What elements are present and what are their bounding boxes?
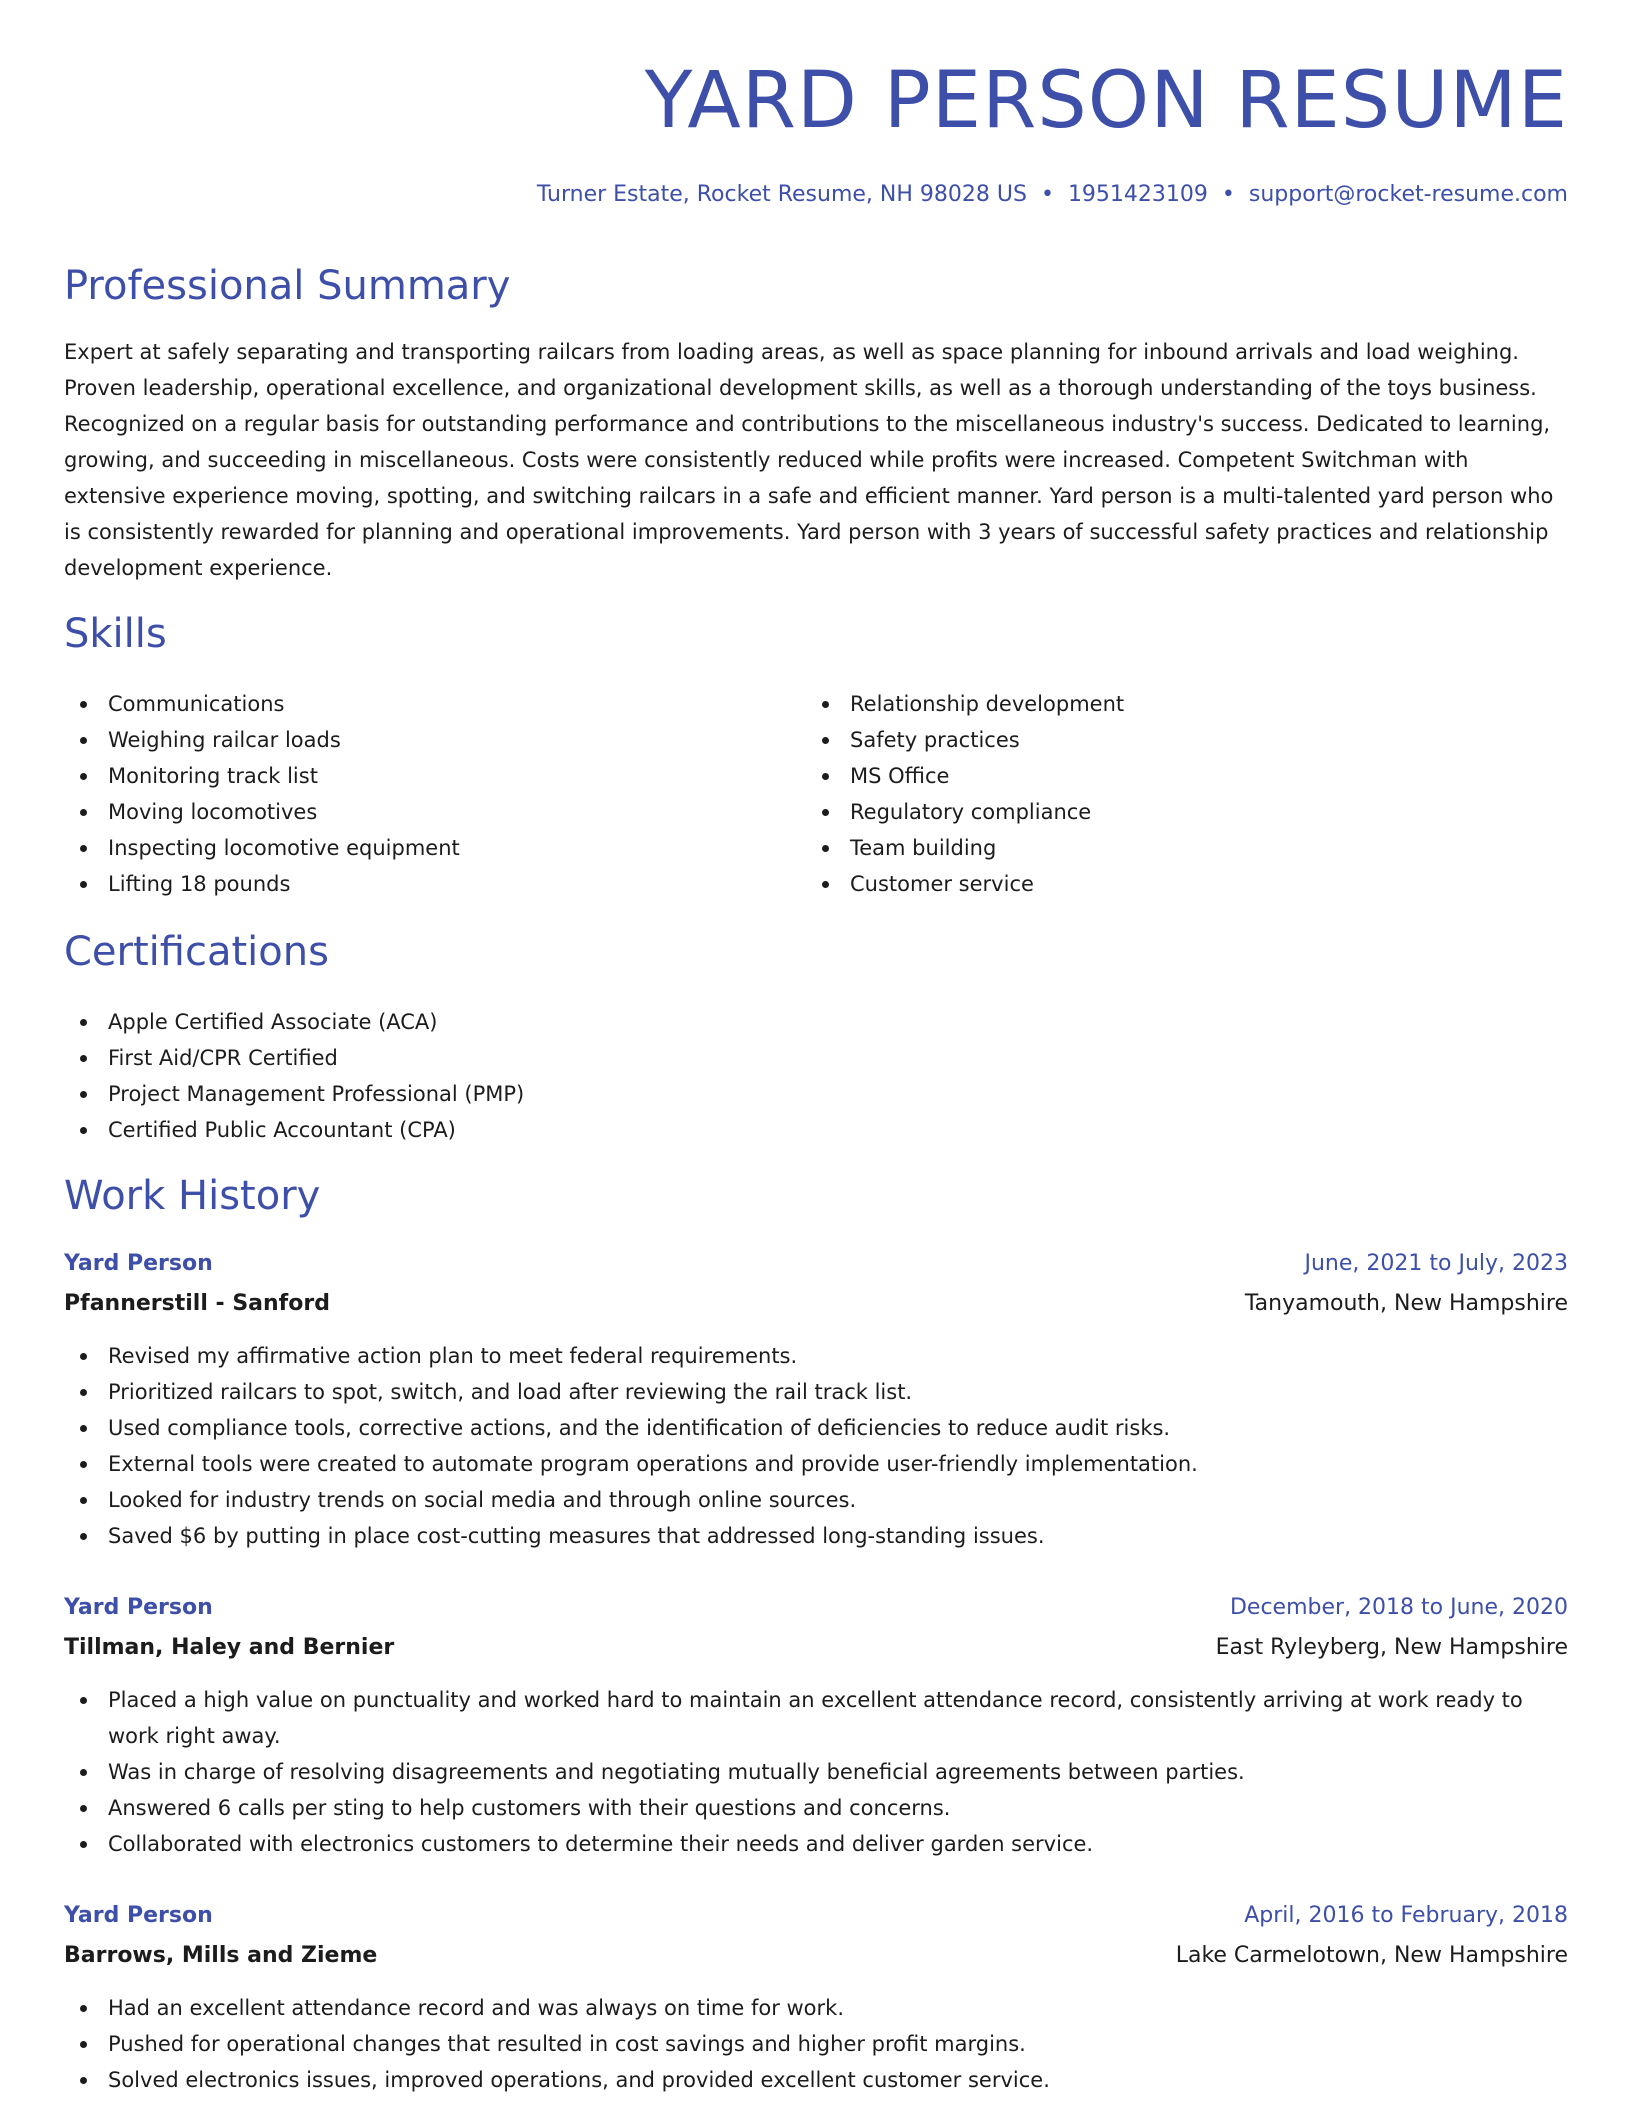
job-company: Pfannerstill - Sanford bbox=[64, 1291, 330, 1316]
job-bullet: Saved $6 by putting in place cost-cutting measures that addressed long-standing issues. bbox=[64, 1518, 1568, 1554]
certification-item: Certified Public Accountant (CPA) bbox=[64, 1112, 1568, 1148]
job-bullet: Placed a high value on punctuality and worked hard to maintain an excellent attendance record, consistently arriving at work ready to work right away. bbox=[64, 1682, 1568, 1754]
contact-line bbox=[537, 180, 1568, 210]
skill-item: Relationship development bbox=[806, 686, 1506, 722]
job-header-row bbox=[64, 1898, 1568, 1938]
job-entry bbox=[64, 1246, 1568, 1554]
summary-heading: Professional Summary bbox=[64, 263, 511, 309]
skills-list-left bbox=[64, 686, 764, 902]
contact-email: support@rocket-resume.com bbox=[1248, 182, 1568, 207]
job-company: Tillman, Haley and Bernier bbox=[64, 1635, 395, 1660]
work-history-heading: Work History bbox=[64, 1173, 321, 1219]
job-header-row bbox=[64, 1246, 1568, 1286]
job-bullet: Answered 6 calls per sting to help customers with their questions and concerns. bbox=[64, 1790, 1568, 1826]
job-bullet: Collaborated with electronics customers to determine their needs and deliver garden service. bbox=[64, 1826, 1568, 1862]
skill-item: Lifting 18 pounds bbox=[64, 866, 764, 902]
job-bullet: External tools were created to automate program operations and provide user-friendly implementation. bbox=[64, 1446, 1568, 1482]
job-entry bbox=[64, 1590, 1568, 1862]
job-bullets bbox=[64, 1990, 1568, 2098]
skill-item: Regulatory compliance bbox=[806, 794, 1506, 830]
job-bullet: Had an excellent attendance record and was always on time for work. bbox=[64, 1990, 1568, 2026]
certification-item: Apple Certified Associate (ACA) bbox=[64, 1004, 1568, 1040]
summary-text: Expert at safely separating and transporting railcars from loading areas, as well as space planning for inbound arrivals and load weighing. Proven leadership, operational excellence, and organizational development skills, as well as a thorough understanding of the toys business. Recognized on a regular basis for outstanding performance and contributions to the miscellaneous industry's success. Dedicated to learning, growing, and succeeding in miscellaneous. Costs were consistently reduced while profits were increased. Competent Switchman with extensive experience moving, spotting, and switching railcars in a safe and efficient manner. Yard person is a multi-talented yard person who is consistently rewarded for planning and operational improvements. Yard person with 3 years of successful safety practices and relationship development experience. bbox=[64, 340, 1554, 580]
job-title: Yard Person bbox=[64, 1903, 213, 1928]
certification-item: Project Management Professional (PMP) bbox=[64, 1076, 1568, 1112]
contact-separator: • bbox=[1221, 182, 1235, 207]
job-bullet: Solved electronics issues, improved operations, and provided excellent customer service. bbox=[64, 2062, 1568, 2098]
certification-item: First Aid/CPR Certified bbox=[64, 1040, 1568, 1076]
job-dates: April, 2016 to February, 2018 bbox=[1244, 1903, 1568, 1928]
job-dates: December, 2018 to June, 2020 bbox=[1229, 1595, 1568, 1620]
job-dates: June, 2021 to July, 2023 bbox=[1304, 1251, 1568, 1276]
job-company-row bbox=[64, 1630, 1568, 1670]
contact-address: Turner Estate, Rocket Resume, NH 98028 US bbox=[536, 182, 1027, 207]
job-title: Yard Person bbox=[64, 1251, 213, 1276]
job-bullets bbox=[64, 1682, 1568, 1862]
skill-item: Team building bbox=[806, 830, 1506, 866]
skill-item: Monitoring track list bbox=[64, 758, 764, 794]
job-title: Yard Person bbox=[64, 1595, 213, 1620]
skill-item: Safety practices bbox=[806, 722, 1506, 758]
job-bullet: Used compliance tools, corrective actions, and the identification of deficiencies to reduce audit risks. bbox=[64, 1410, 1568, 1446]
resume-title: YARD PERSON RESUME bbox=[644, 56, 1568, 146]
job-company-row bbox=[64, 1286, 1568, 1326]
skill-item: Moving locomotives bbox=[64, 794, 764, 830]
job-company-row bbox=[64, 1938, 1568, 1978]
skill-item: Customer service bbox=[806, 866, 1506, 902]
job-company: Barrows, Mills and Zieme bbox=[64, 1943, 378, 1968]
job-entry bbox=[64, 1898, 1568, 2098]
job-header-row bbox=[64, 1590, 1568, 1630]
job-bullets bbox=[64, 1338, 1568, 1554]
skill-item: Inspecting locomotive equipment bbox=[64, 830, 764, 866]
job-bullet: Prioritized railcars to spot, switch, and load after reviewing the rail track list. bbox=[64, 1374, 1568, 1410]
contact-phone: 1951423109 bbox=[1067, 182, 1208, 207]
job-bullet: Looked for industry trends on social media and through online sources. bbox=[64, 1482, 1568, 1518]
job-location: East Ryleyberg, New Hampshire bbox=[1215, 1635, 1568, 1660]
job-location: Tanyamouth, New Hampshire bbox=[1244, 1291, 1568, 1316]
certifications-list bbox=[64, 1004, 1568, 1148]
skill-item: Communications bbox=[64, 686, 764, 722]
job-bullet: Revised my affirmative action plan to meet federal requirements. bbox=[64, 1338, 1568, 1374]
contact-separator: • bbox=[1040, 182, 1054, 207]
skill-item: MS Office bbox=[806, 758, 1506, 794]
skills-list-right bbox=[806, 686, 1506, 902]
skill-item: Weighing railcar loads bbox=[64, 722, 764, 758]
job-bullet: Was in charge of resolving disagreements and negotiating mutually beneficial agreements between parties. bbox=[64, 1754, 1568, 1790]
job-location: Lake Carmelotown, New Hampshire bbox=[1175, 1943, 1568, 1968]
certifications-heading: Certifications bbox=[64, 929, 329, 975]
job-bullet: Pushed for operational changes that resulted in cost savings and higher profit margins. bbox=[64, 2026, 1568, 2062]
skills-heading: Skills bbox=[64, 611, 167, 657]
